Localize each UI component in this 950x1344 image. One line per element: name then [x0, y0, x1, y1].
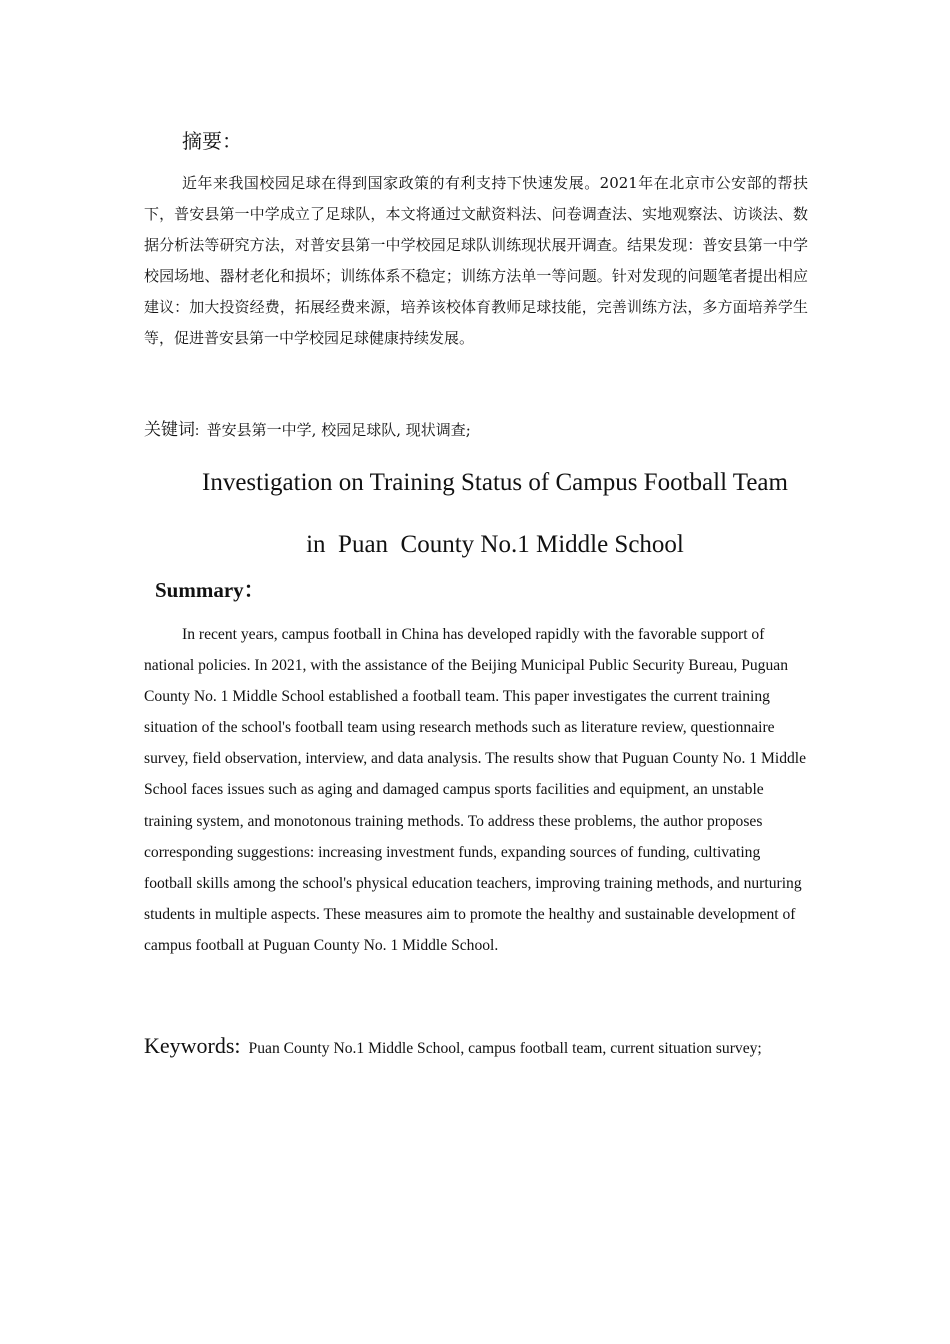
chinese-keywords — [144, 416, 808, 445]
chinese-abstract-heading: 摘要： — [182, 129, 242, 153]
chinese-keywords-text: 普安县第一中学, 校园足球队, 现状调查; — [206, 421, 471, 439]
english-summary-heading: Summary： — [155, 578, 265, 602]
english-keywords — [144, 1033, 824, 1059]
english-title-line-1: Investigation on Training Status of Campus Football Team — [202, 469, 788, 496]
english-keywords-label: Keywords: — [144, 1033, 241, 1058]
chinese-keywords-separator: : — [195, 423, 200, 439]
english-title — [140, 452, 850, 576]
chinese-keywords-label: 关键词 — [144, 420, 195, 440]
english-summary-body: In recent years, campus football in China has developed rapidly with the favorable support of national policies. In 2021, with the assistance of the Beijing Municipal Public Security Bureau, Puguan County No. 1 Middle School established a football team. This paper investigates the current training situation of the school's football team using research methods such as literature review, questionnaire survey, field observation, interview, and data analysis. The results show that Puguan County No. 1 Middle School faces issues such as aging and damaged campus sports facilities and equipment, an unstable training system, and monotonous training methods. To address these problems, the author proposes corresponding suggestions: increasing investment funds, expanding sources of funding, cultivating football skills among the school's physical education teachers, improving training methods, and nurturing students in multiple aspects. These measures aim to promote the healthy and sustainable development of campus football at Puguan County No. 1 Middle School. — [144, 626, 807, 954]
chinese-abstract-body: 近年来我国校园足球在得到国家政策的有利支持下快速发展。2021年在北京市公安部的帮扶下，普安县第一中学成立了足球队，本文将通过文献资料法、问卷调查法、实地观察法、访谈法、数据分析法等研究方法，对普安县第一中学校园足球队训练现状展开调查。结果发现：普安县第一中学校园场地、器材老化和损坏；训练体系不稳定；训练方法单一等问题。针对发现的问题笔者提出相应建议：加大投资经费，拓展经费来源，培养该校体育教师足球技能，完善训练方法，多方面培养学生等，促进普安县第一中学校园足球健康持续发展。 — [144, 174, 808, 347]
english-keywords-text: Puan County No.1 Middle School, campus football team, current situation survey; — [248, 1040, 762, 1057]
english-title-line-2: in Puan County No.1 Middle School — [306, 531, 684, 558]
